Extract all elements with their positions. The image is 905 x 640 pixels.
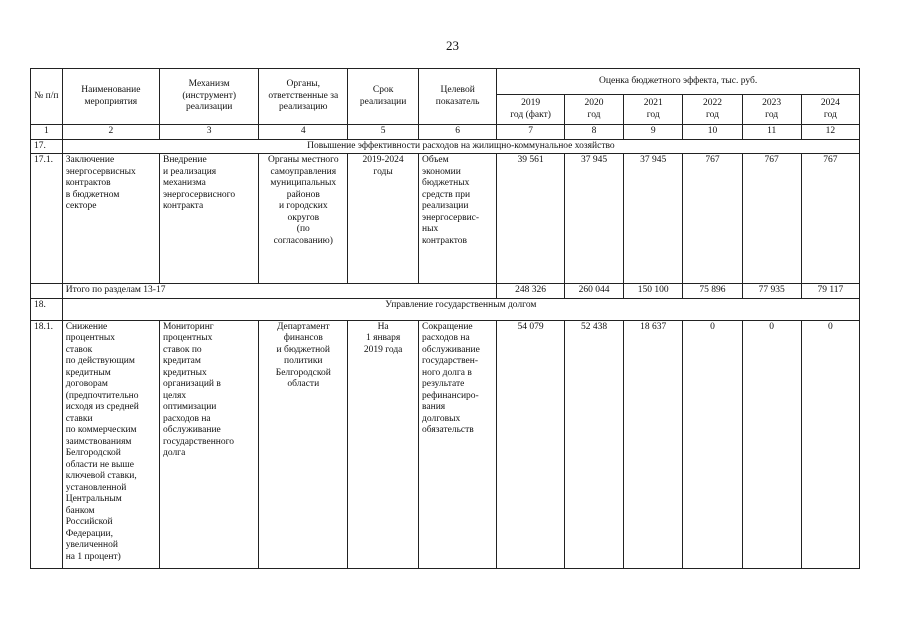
table-row [31, 154, 860, 284]
section-number: 17. [31, 139, 63, 154]
value-2020: 37 945 [564, 154, 623, 284]
total-2021: 150 100 [624, 284, 683, 299]
implementation-term: 2019-2024 годы [348, 154, 419, 284]
section-number: 18. [31, 298, 63, 320]
header-year-2022: 2022 год [683, 95, 742, 125]
value-2023: 0 [742, 320, 801, 568]
value-2024: 0 [801, 320, 859, 568]
total-2019: 248 326 [497, 284, 565, 299]
total-2022: 75 896 [683, 284, 742, 299]
value-2024: 767 [801, 154, 859, 284]
col-number: 1 [31, 125, 63, 140]
header-year-2021: 2021 год [624, 95, 683, 125]
section-18-row [31, 298, 860, 320]
header-budget-effect: Оценка бюджетного эффекта, тыс. руб. [497, 69, 860, 95]
total-2024: 79 117 [801, 284, 859, 299]
col-number: 7 [497, 125, 565, 140]
header-year-2024: 2024 год [801, 95, 859, 125]
budget-effect-table [30, 68, 860, 569]
col-number: 10 [683, 125, 742, 140]
table-row [31, 320, 860, 568]
value-2020: 52 438 [564, 320, 623, 568]
responsible-organs: Департамент финансов и бюджетной политики Белгородской области [259, 320, 348, 568]
header-mechanism: Механизм (инструмент) реализации [159, 69, 258, 125]
mechanism: Внедрение и реализация механизма энергосервисного контракта [159, 154, 258, 284]
col-number: 8 [564, 125, 623, 140]
target-indicator: Сокращение расходов на обслуживание государствен- ного долга в результате рефинансиро- вания долговых обязательств [419, 320, 497, 568]
col-number: 2 [62, 125, 159, 140]
implementation-term: На 1 января 2019 года [348, 320, 419, 568]
value-2021: 18 637 [624, 320, 683, 568]
col-number: 9 [624, 125, 683, 140]
header-organs: Органы, ответственные за реализацию [259, 69, 348, 125]
measure-name: Заключение энергосервисных контрактов в бюджетном секторе [62, 154, 159, 284]
value-2019: 54 079 [497, 320, 565, 568]
col-number: 4 [259, 125, 348, 140]
header-target: Целевой показатель [419, 69, 497, 125]
section-17-row [31, 139, 860, 154]
row-number: 18.1. [31, 320, 63, 568]
col-number: 3 [159, 125, 258, 140]
header-num: № п/п [31, 69, 63, 125]
target-indicator: Объем экономии бюджетных средств при реализации энергосервис- ных контрактов [419, 154, 497, 284]
col-number: 5 [348, 125, 419, 140]
value-2022: 767 [683, 154, 742, 284]
total-label: Итого по разделам 13-17 [62, 284, 497, 299]
column-numbers-row [31, 125, 860, 140]
header-year-2019: 2019 год (факт) [497, 95, 565, 125]
value-2022: 0 [683, 320, 742, 568]
col-number: 11 [742, 125, 801, 140]
responsible-organs: Органы местного самоуправления муниципальных районов и городских округов (по согласованию) [259, 154, 348, 284]
page-number: 23 [446, 38, 459, 53]
col-number: 6 [419, 125, 497, 140]
section-title: Управление государственным долгом [62, 298, 859, 320]
mechanism: Мониторинг процентных ставок по кредитам кредитных организаций в целях оптимизации расходов на обслуживание государственного долга [159, 320, 258, 568]
total-2023: 77 935 [742, 284, 801, 299]
value-2023: 767 [742, 154, 801, 284]
header-term: Срок реализации [348, 69, 419, 125]
section-title: Повышение эффективности расходов на жилищно-коммунальное хозяйство [62, 139, 859, 154]
value-2021: 37 945 [624, 154, 683, 284]
total-row [31, 284, 860, 299]
row-number: 17.1. [31, 154, 63, 284]
col-number: 12 [801, 125, 859, 140]
total-2020: 260 044 [564, 284, 623, 299]
measure-name: Снижение процентных ставок по действующим кредитным договорам (предпочтительно исходя из средней ставки по коммерческим заимствованиям Белгородской области не выше ключевой ставки, установленной Центральным банком Российской Федерации, увеличенной на 1 процент) [62, 320, 159, 568]
header-name: Наименование мероприятия [62, 69, 159, 125]
header-year-2020: 2020 год [564, 95, 623, 125]
value-2019: 39 561 [497, 154, 565, 284]
header-year-2023: 2023 год [742, 95, 801, 125]
